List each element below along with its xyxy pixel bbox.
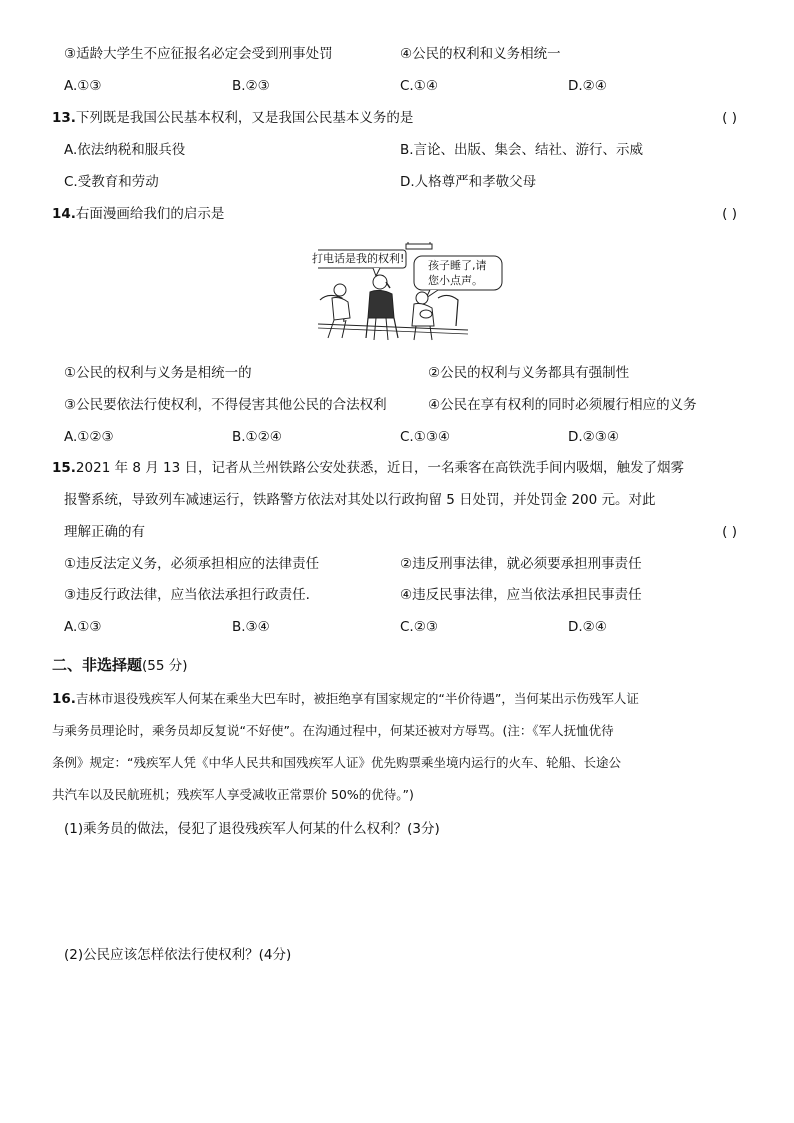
q15-option-b: B.③④ bbox=[232, 619, 270, 635]
q12-option-c: C.①④ bbox=[400, 78, 438, 94]
q15-statement-4: ④违反民事法律，应当依法承担民事责任 bbox=[400, 587, 642, 603]
q14-option-d: D.②③④ bbox=[568, 429, 619, 445]
q14-number: 14. bbox=[52, 206, 76, 222]
comic-bubble-mother-line1: 孩子睡了,请 bbox=[428, 259, 487, 272]
q14-stem bbox=[52, 205, 224, 223]
comic-illustration bbox=[312, 242, 487, 342]
q14-option-b: B.①②④ bbox=[232, 429, 282, 445]
q12-statement-3: ③适龄大学生不应征报名必定会受到刑事处罚 bbox=[64, 46, 333, 62]
q14-stem-text: 右面漫画给我们的启示是 bbox=[75, 206, 225, 222]
q14-statement-4: ④公民在享有权利的同时必须履行相应的义务 bbox=[428, 397, 697, 413]
q13-number: 13. bbox=[52, 110, 76, 126]
q15-answer-bracket: ( ) bbox=[722, 524, 737, 540]
q13-answer-bracket: ( ) bbox=[722, 110, 737, 126]
q12-statement-4: ④公民的权利和义务相统一 bbox=[400, 46, 561, 62]
comic-bubble-mother-line2: 您小点声。 bbox=[428, 274, 483, 287]
q15-statement-3: ③违反行政法律，应当依法承担行政责任. bbox=[64, 587, 310, 603]
q12-option-d: D.②④ bbox=[568, 78, 607, 94]
q14-statement-3: ③公民要依法行使权利，不得侵害其他公民的合法权利 bbox=[64, 397, 387, 413]
q13-option-d: D.人格尊严和孝敬父母 bbox=[400, 174, 537, 190]
q15-option-c: C.②③ bbox=[400, 619, 438, 635]
q15-stem-line-2: 报警系统，导致列车减速运行，铁路警方依法对其处以行政拘留 5 日处罚，并处罚金 200 元。对此 bbox=[64, 492, 656, 508]
q12-option-b: B.②③ bbox=[232, 78, 270, 94]
q13-option-b: B.言论、出版、集会、结社、游行、示威 bbox=[400, 142, 644, 158]
q14-option-a: A.①②③ bbox=[64, 429, 114, 445]
q16-stem-line-3: 条例》规定：“残疾军人凭《中华人民共和国残疾军人证》优先购票乘坐境内运行的火车、轮船、长途公 bbox=[52, 755, 621, 770]
q12-option-a: A.①③ bbox=[64, 78, 102, 94]
q13-stem-text: 下列既是我国公民基本权利，又是我国公民基本义务的是 bbox=[75, 110, 414, 126]
comic-bubble-phone-user: 打电话是我的权利! bbox=[312, 252, 405, 265]
q15-stem-text-1: 2021 年 8 月 13 日，记者从兰州铁路公安处获悉，近日，一名乘客在高铁洗手间内吸烟，触发了烟雾 bbox=[75, 460, 685, 476]
q13-option-a: A.依法纳税和服兵役 bbox=[64, 142, 186, 158]
section-2-heading bbox=[52, 656, 188, 675]
q16-stem-text-1: 吉林市退役残疾军人何某在乘坐大巴车时，被拒绝享有国家规定的“半价待遇”，当何某出示伤残军人证 bbox=[75, 691, 639, 706]
section-2-points: (55 分) bbox=[142, 658, 188, 674]
q13-stem bbox=[52, 109, 413, 127]
section-2-title: 二、非选择题 bbox=[52, 656, 143, 674]
q16-stem-line-2: 与乘务员理论时，乘务员却反复说“不好使”。在沟通过程中，何某还被对方辱骂。(注：《军人抚恤优待 bbox=[52, 723, 614, 738]
q16-stem-line-1 bbox=[52, 690, 639, 708]
q16-number: 16. bbox=[52, 691, 76, 707]
q15-option-a: A.①③ bbox=[64, 619, 102, 635]
q15-statement-2: ②违反刑事法律，就必须要承担刑事责任 bbox=[400, 556, 642, 572]
q14-statement-1: ①公民的权利与义务是相统一的 bbox=[64, 365, 252, 381]
q15-option-d: D.②④ bbox=[568, 619, 607, 635]
q14-option-c: C.①③④ bbox=[400, 429, 451, 445]
q16-subquestion-1: (1)乘务员的做法，侵犯了退役残疾军人何某的什么权利？(3分) bbox=[64, 821, 440, 837]
q15-statement-1: ①违反法定义务，必须承担相应的法律责任 bbox=[64, 556, 320, 572]
q15-stem-line-1 bbox=[52, 459, 684, 477]
q14-statement-2: ②公民的权利与义务都具有强制性 bbox=[428, 365, 630, 381]
q15-number: 15. bbox=[52, 460, 76, 476]
q14-answer-bracket: ( ) bbox=[722, 206, 737, 222]
q13-option-c: C.受教育和劳动 bbox=[64, 174, 159, 190]
q16-stem-line-4: 共汽车以及民航班机；残疾军人享受减收正常票价 50%的优待。”) bbox=[52, 787, 414, 802]
q15-stem-line-3: 理解正确的有 bbox=[64, 524, 145, 540]
q16-subquestion-2: (2)公民应该怎样依法行使权利？(4分) bbox=[64, 947, 292, 963]
